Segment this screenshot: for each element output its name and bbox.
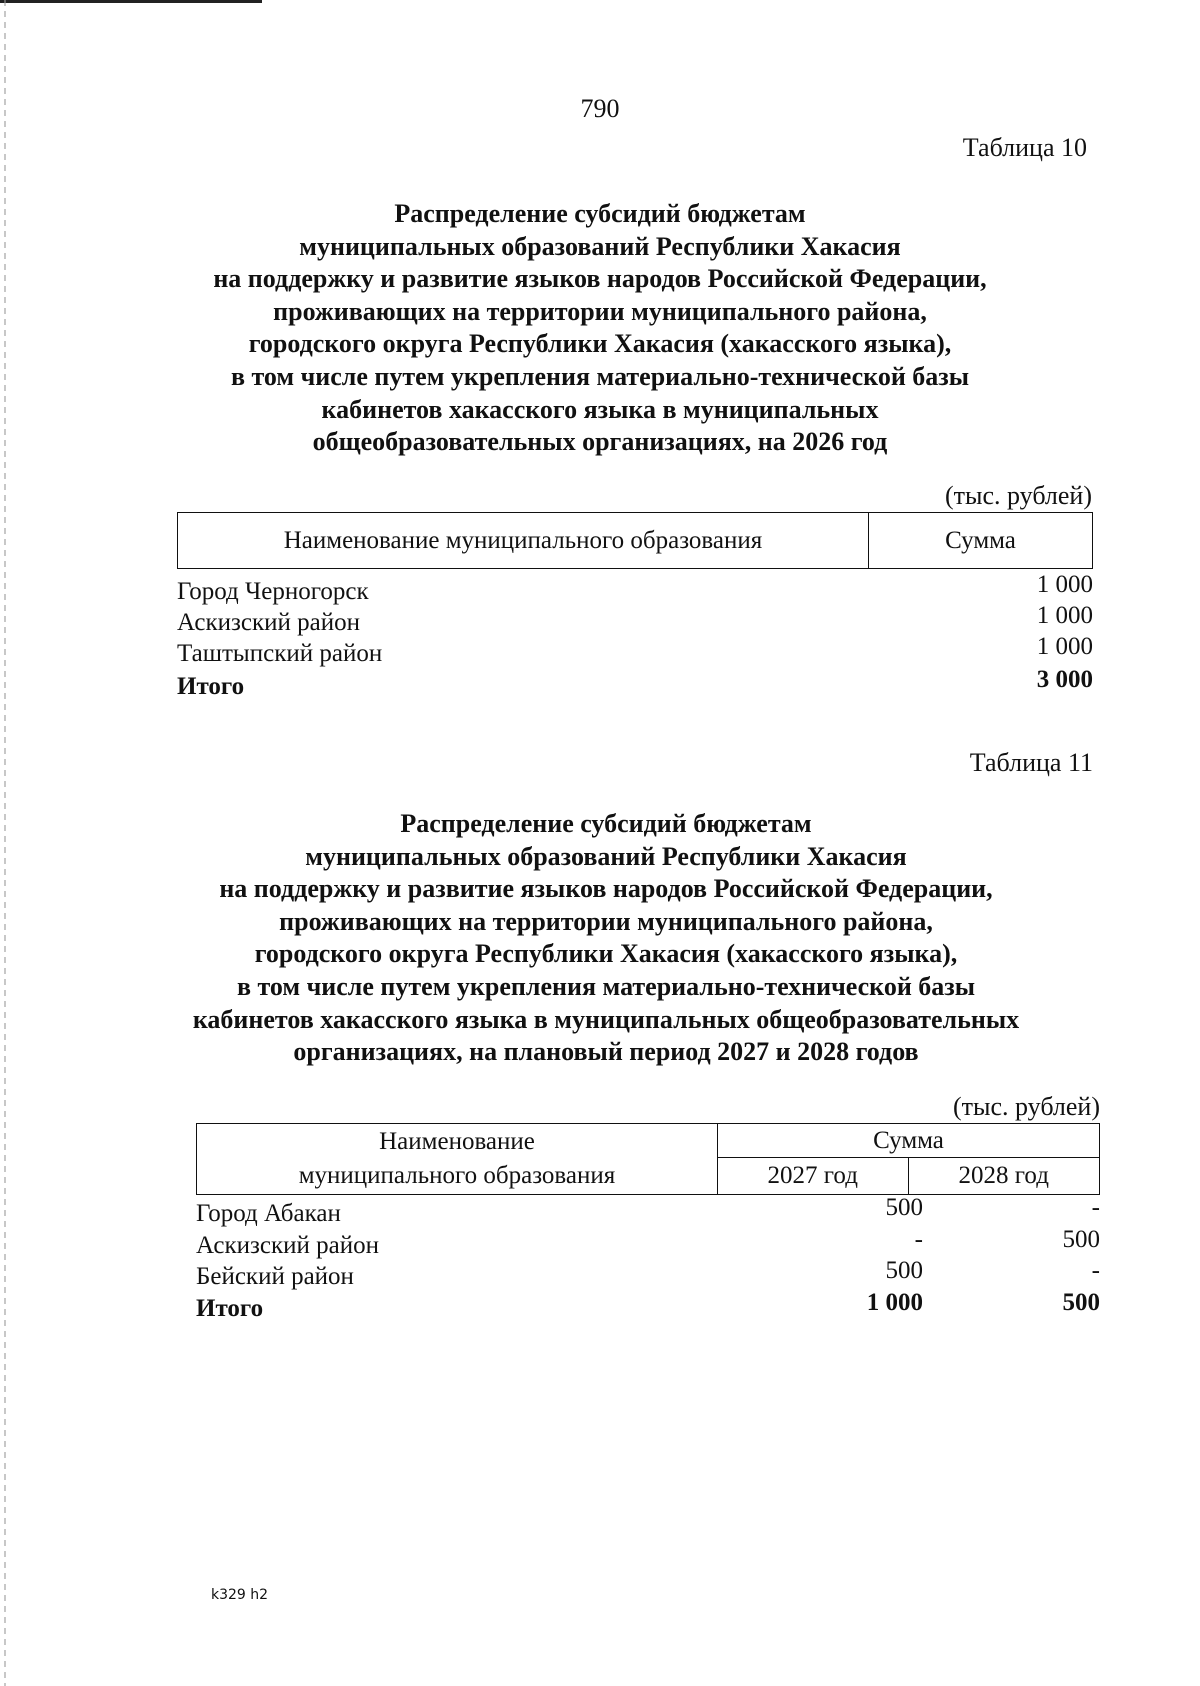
table11-header-2027: 2027 год	[718, 1158, 909, 1194]
row-sum: 1 000	[1036, 602, 1093, 629]
table10-title-line: городского округа Республики Хакасия (хакасского языка),	[248, 329, 952, 359]
row-name: Город Черногорск	[177, 578, 369, 605]
row-name: Аскизский район	[177, 609, 361, 636]
table11-title-line: в том числе путем укрепления материально-технической базы	[236, 971, 976, 1001]
row-2028: -	[1091, 1257, 1100, 1284]
table10-header-name: Наименование муниципального образования	[178, 513, 869, 568]
table11-header-name-line1: Наименование	[379, 1128, 535, 1155]
table11-title-line: организациях, на плановый период 2027 и 2028 годов	[293, 1037, 919, 1067]
table10-title-line: Распределение субсидий бюджетам	[394, 199, 806, 228]
table-row	[196, 1257, 1100, 1293]
scan-top-edge-line	[0, 0, 262, 3]
table10-unit: (тыс. рублей)	[944, 481, 1092, 510]
table11-unit: (тыс. рублей)	[952, 1092, 1100, 1121]
table-row	[177, 571, 1093, 608]
document-code: k329 h2	[211, 1587, 269, 1603]
table11-title-line: кабинетов хакасского языка в муниципальных общеобразовательных	[192, 1004, 1020, 1034]
table10-title-line: проживающих на территории муниципального района,	[273, 296, 927, 326]
table10-title	[0, 198, 1200, 459]
table11-title-line: проживающих на территории муниципального района,	[279, 906, 933, 936]
table11-header-2028: 2028 год	[958, 1162, 1049, 1189]
table11-title-line: муниципальных образований Республики Хакасия	[305, 841, 907, 871]
total-label: Итого	[196, 1295, 264, 1322]
table10-caption: Таблица 10	[962, 133, 1087, 162]
table11-header-name-line2: муниципального образования	[298, 1162, 616, 1189]
row-2028: 500	[1062, 1226, 1100, 1253]
total-sum: 3 000	[1036, 666, 1093, 693]
table10-header	[177, 512, 1093, 569]
table-row	[196, 1226, 1100, 1262]
table10-title-line: в том числе путем укрепления материально-технической базы	[230, 361, 970, 391]
row-name: Аскизский район	[196, 1232, 380, 1259]
table11-header-sum: Сумма	[718, 1124, 1099, 1158]
table11-header	[196, 1123, 1100, 1195]
table10-title-line: кабинетов хакасского языка в муниципальных	[321, 394, 879, 424]
table11-header-name	[197, 1124, 718, 1194]
table11-title-line: Распределение субсидий бюджетам	[400, 809, 812, 838]
row-2027: 500	[885, 1257, 923, 1284]
row-sum: 1 000	[1036, 571, 1093, 598]
table11-total-row	[196, 1289, 1100, 1325]
row-2028: -	[1091, 1194, 1100, 1221]
table10-header-sum: Сумма	[945, 526, 1016, 554]
table10-title-line: общеобразовательных организациях, на 2026 год	[312, 427, 888, 457]
row-sum: 1 000	[1036, 633, 1093, 660]
table10-total-row	[177, 666, 1093, 703]
table-row	[177, 602, 1093, 639]
table10-title-line: муниципальных образований Республики Хакасия	[299, 231, 901, 261]
total-2027: 1 000	[866, 1289, 923, 1316]
page-number: 790	[580, 94, 620, 123]
table-row	[177, 633, 1093, 670]
total-2028: 500	[1062, 1289, 1100, 1316]
total-label: Итого	[177, 673, 245, 700]
row-name: Город Абакан	[196, 1200, 341, 1227]
row-2027: -	[914, 1226, 923, 1253]
row-name: Таштыпский район	[177, 640, 383, 667]
row-2027: 500	[885, 1194, 923, 1221]
table-row	[196, 1194, 1100, 1230]
table11-title-line: на поддержку и развитие языков народов Российской Федерации,	[219, 874, 993, 904]
row-name: Бейский район	[196, 1263, 354, 1290]
table11-title-line: городского округа Республики Хакасия (хакасского языка),	[254, 939, 958, 969]
table11-caption: Таблица 11	[969, 748, 1093, 777]
table11-title	[6, 808, 1200, 1069]
table10-title-line: на поддержку и развитие языков народов Российской Федерации,	[213, 264, 987, 294]
